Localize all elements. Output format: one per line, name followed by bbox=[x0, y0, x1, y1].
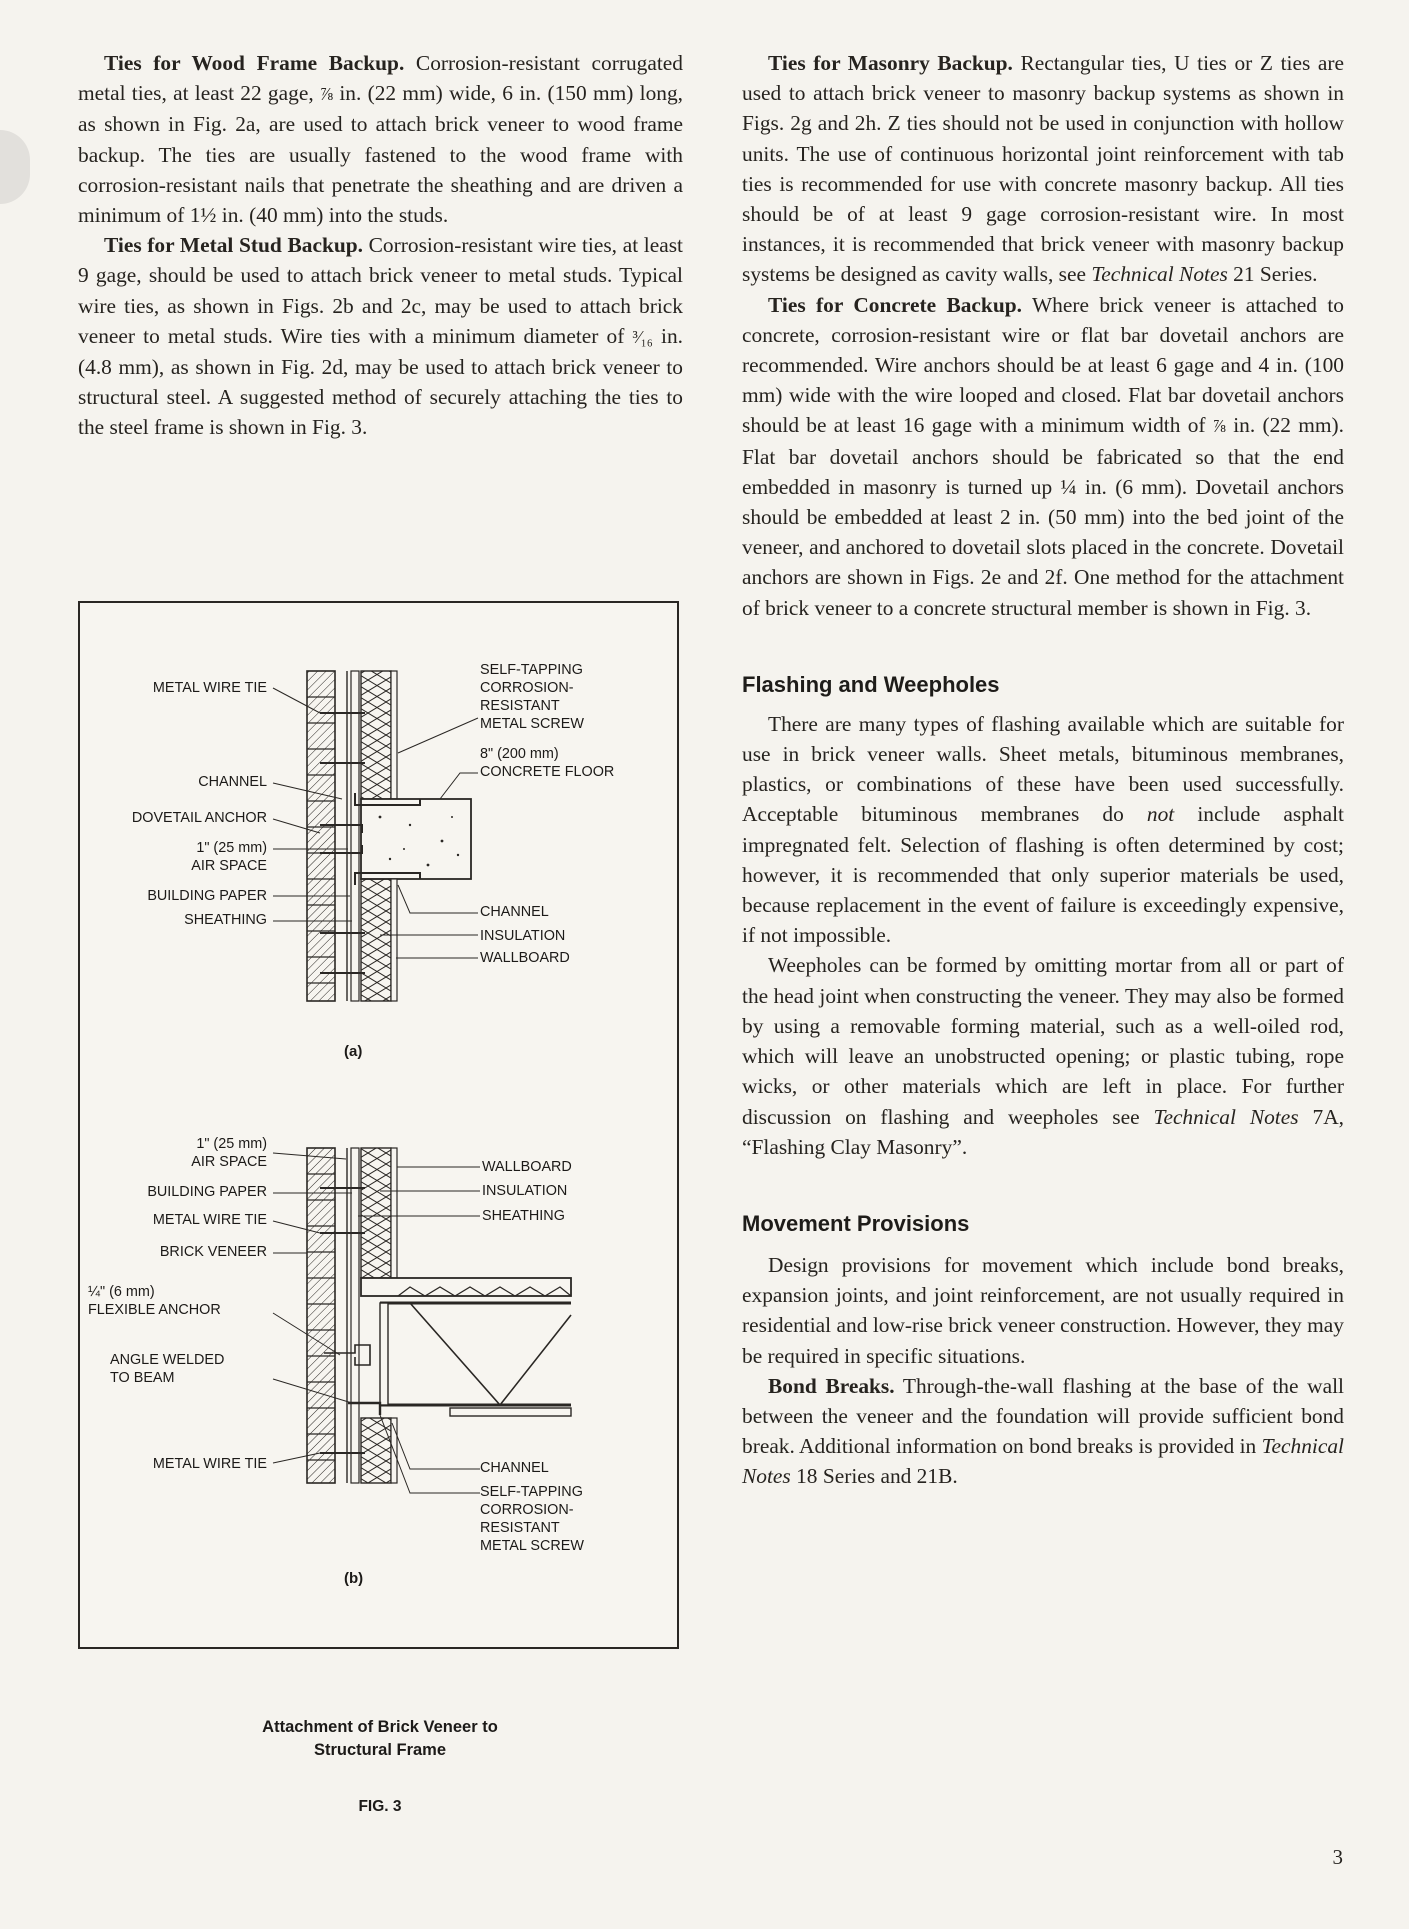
scan-shadow bbox=[0, 130, 30, 204]
paragraph-flashing-1 bbox=[742, 709, 1344, 951]
right-column bbox=[742, 48, 1344, 1492]
lead-wood-frame: Ties for Wood Frame Backup. bbox=[104, 51, 405, 75]
a-label-slab-size: 8" (200 mm) bbox=[480, 746, 559, 762]
paragraph-metal-stud bbox=[78, 230, 683, 442]
metal-text-a: Corrosion-resistant wire ties, at least 9 gage, should be used to attach brick veneer to metal studs. Typical wire ties, as shown in Figs. 2b and 2c, may be used to attach brick veneer to metal studs. Wire ties with a minimum diameter of bbox=[78, 233, 684, 348]
b-label-channel: CHANNEL bbox=[480, 1460, 549, 1476]
flashing1-text-a: There are many types of flashing available which are suitable for use in brick veneer walls. Sheet metals, bituminous membranes, plastics, or combinations of these have been used successfully. Acceptable bituminous membranes do bbox=[742, 711, 1344, 827]
b-label-sheathing: SHEATHING bbox=[482, 1208, 565, 1224]
paragraph-flashing-2 bbox=[742, 950, 1344, 1161]
b-label-brick-veneer: BRICK VENEER bbox=[159, 1244, 267, 1260]
flashing1-text-b: include asphalt impregnated felt. Selection of flashing is often determined by cost; however, it is recommended that only superior materials be used, because replacement in the event of failure is exceedingly expensive, if not impossible. bbox=[742, 802, 1345, 948]
b-label-air-space: AIR SPACE bbox=[191, 1154, 267, 1170]
a-label-sheathing: SHEATHING bbox=[184, 912, 267, 928]
a-label-self-tapping: SELF-TAPPING bbox=[480, 662, 583, 678]
wood-text-b: in. (22 mm) wide, 6 in. (150 mm) long, as shown in Fig. 2a, are used to attach brick veneer to wood frame backup. The ties are usually fastened to the wood frame with corrosion-resistant nails that penetrate the sheathing and are driven a minimum of 1½ in. (40 mm) into the studs. bbox=[78, 81, 684, 228]
heading-movement: Movement Provisions bbox=[742, 1210, 970, 1236]
paragraph-movement: Design provisions for movement which include bond breaks, expansion joints, and joint reinforcement, are not usually required in residential and low-rise brick veneer construction. However, they may be required in specific situations. bbox=[742, 1252, 1344, 1368]
lead-concrete: Ties for Concrete Backup. bbox=[768, 292, 1022, 317]
b-label-self-tapping: SELF-TAPPING bbox=[480, 1484, 583, 1500]
a-label-resistant: RESISTANT bbox=[480, 698, 560, 714]
b-tag: (b) bbox=[344, 1570, 364, 1587]
a-label-concrete-floor: CONCRETE FLOOR bbox=[480, 764, 615, 780]
heading-flashing: Flashing and Weepholes bbox=[742, 671, 1000, 697]
masonry-text-a: Rectangular ties, U ties or Z ties are used to attach brick veneer to masonry backup systems as shown in Figs. 2g and 2h. Z ties should not be used in conjunction with hollow units. The use of continuous horizontal joint reinforcement with tab ties is recommended for use with concrete masonry backup. All ties should be of at least 9 gage corrosion-resistant wire. In most instances, it is recommended that brick veneer with masonry backup systems be designed as cavity walls, see bbox=[742, 51, 1344, 287]
detail-a bbox=[273, 671, 478, 1001]
b-label-air-space-size: 1" (25 mm) bbox=[196, 1136, 267, 1152]
figure-drawing bbox=[80, 603, 681, 1651]
lead-bond-breaks: Bond Breaks. bbox=[768, 1373, 895, 1398]
a-label-channel-right: CHANNEL bbox=[480, 904, 549, 920]
lead-masonry: Ties for Masonry Backup. bbox=[768, 51, 1013, 75]
b-label-wallboard: WALLBOARD bbox=[482, 1159, 572, 1175]
paragraph-masonry-backup bbox=[742, 48, 1344, 290]
concrete-text-b: in. (22 mm). Flat bar dovetail anchors should be fabricated so that the end embedded in masonry is turned up ¼ in. (6 mm). Dovetail anchors should be embedded at least 2 in. (50 mm) into the bed joint of the veneer, and anchored to dovetail slots placed in the concrete. Dovetail anchors are shown in Figs. 2e and 2f. One method for the attachment of brick veneer to a concrete structural member is shown in Fig. 3. bbox=[742, 413, 1344, 620]
b-label-flexible-anchor: FLEXIBLE ANCHOR bbox=[88, 1302, 221, 1318]
b-label-corrosion: CORROSION- bbox=[480, 1502, 574, 1518]
a-label-metal-screw: METAL SCREW bbox=[480, 716, 584, 732]
flashing1-ital: not bbox=[1146, 802, 1175, 827]
figure-number: FIG. 3 bbox=[358, 1798, 402, 1815]
figure-3-box bbox=[78, 601, 679, 1649]
page-number: 3 bbox=[1332, 1845, 1343, 1869]
a-label-metal-wire-tie: METAL WIRE TIE bbox=[152, 680, 267, 696]
left-column bbox=[78, 48, 683, 443]
masonry-ital: Technical Notes bbox=[1091, 262, 1228, 287]
b-label-resistant: RESISTANT bbox=[480, 1520, 560, 1536]
paragraph-bond-breaks bbox=[742, 1371, 1344, 1492]
b-label-metal-screw: METAL SCREW bbox=[480, 1538, 584, 1554]
flashing2-text-b: 7A, “Flashing Clay Masonry”. bbox=[742, 1104, 1344, 1159]
a-brick-veneer bbox=[307, 671, 335, 1001]
caption-line-2: Structural Frame bbox=[313, 1741, 447, 1759]
a-label-insulation: INSULATION bbox=[480, 928, 566, 944]
bond-text-a: Through-the-wall flashing at the base of the wall between the veneer and the foundation will provide sufficient bond break. Additional information on bond breaks is provided in bbox=[742, 1373, 1344, 1459]
b-label-insulation: INSULATION bbox=[482, 1183, 568, 1199]
masonry-text-b: 21 Series. bbox=[1227, 262, 1318, 287]
a-label-air-space-1in: 1" (25 mm) bbox=[196, 840, 267, 856]
bond-text-b: 18 Series and 21B. bbox=[790, 1464, 958, 1489]
a-label-wallboard: WALLBOARD bbox=[480, 950, 570, 966]
wood-frac: ⅞ bbox=[319, 84, 334, 105]
figure-caption bbox=[190, 1716, 570, 1762]
bond-ital: Technical Notes bbox=[742, 1434, 1344, 1489]
b-label-to-beam: TO BEAM bbox=[110, 1370, 175, 1386]
concrete-frac: ⅞ bbox=[1212, 416, 1226, 437]
metal-frac: ³⁄₁₆ bbox=[632, 326, 653, 347]
metal-text-b: in. (4.8 mm), as shown in Fig. 2d, may be used to attach brick veneer to structural steel. A suggested method of securely attaching the ties to the steel frame is shown in Fig. 3. bbox=[78, 323, 683, 440]
paragraph-concrete-backup bbox=[742, 290, 1344, 623]
a-tag: (a) bbox=[344, 1043, 363, 1060]
b-label-angle-welded: ANGLE WELDED bbox=[110, 1352, 225, 1368]
flashing2-ital: Technical Notes bbox=[1153, 1104, 1299, 1129]
flashing2-text-a: Weepholes can be formed by omitting mortar from all or part of the head joint when constructing the veneer. They may also be formed by using a removable forming material, such as a well-oiled rod, which will leave an unobstructed opening; or plastic tubing, rope wicks, or other materials which are left in place. For further discussion on flashing and weepholes see bbox=[742, 953, 1344, 1129]
lead-metal-stud: Ties for Metal Stud Backup. bbox=[104, 233, 363, 258]
b-brick-veneer bbox=[307, 1148, 335, 1483]
a-label-channel: CHANNEL bbox=[198, 774, 267, 790]
a-label-building-paper: BUILDING PAPER bbox=[147, 888, 267, 904]
caption-line-1: Attachment of Brick Veneer to bbox=[262, 1718, 498, 1736]
concrete-text-a: Where brick veneer is attached to concrete, corrosion-resistant wire or flat bar dovetail anchors are recommended. Wire anchors should be at least 6 gage and 4 in. (100 mm) wide with the wire looped and closed. Flat bar dovetail anchors should be at least 16 gage with a minimum width of bbox=[742, 292, 1344, 438]
a-label-dovetail-anchor: DOVETAIL ANCHOR bbox=[131, 810, 267, 826]
paragraph-wood-frame bbox=[78, 48, 683, 230]
a-label-air-space: AIR SPACE bbox=[191, 858, 267, 874]
a-concrete-floor bbox=[361, 799, 471, 879]
b-label-metal-wire-tie-lower: METAL WIRE TIE bbox=[152, 1456, 267, 1472]
wood-text-a: Corrosion-resistant corrugated metal ties, at least 22 gage, bbox=[78, 51, 683, 106]
a-label-corrosion: CORROSION- bbox=[480, 680, 574, 696]
b-label-building-paper: BUILDING PAPER bbox=[147, 1184, 267, 1200]
b-label-metal-wire-tie: METAL WIRE TIE bbox=[152, 1212, 267, 1228]
b-label-anchor-size: ¼" (6 mm) bbox=[88, 1284, 155, 1300]
